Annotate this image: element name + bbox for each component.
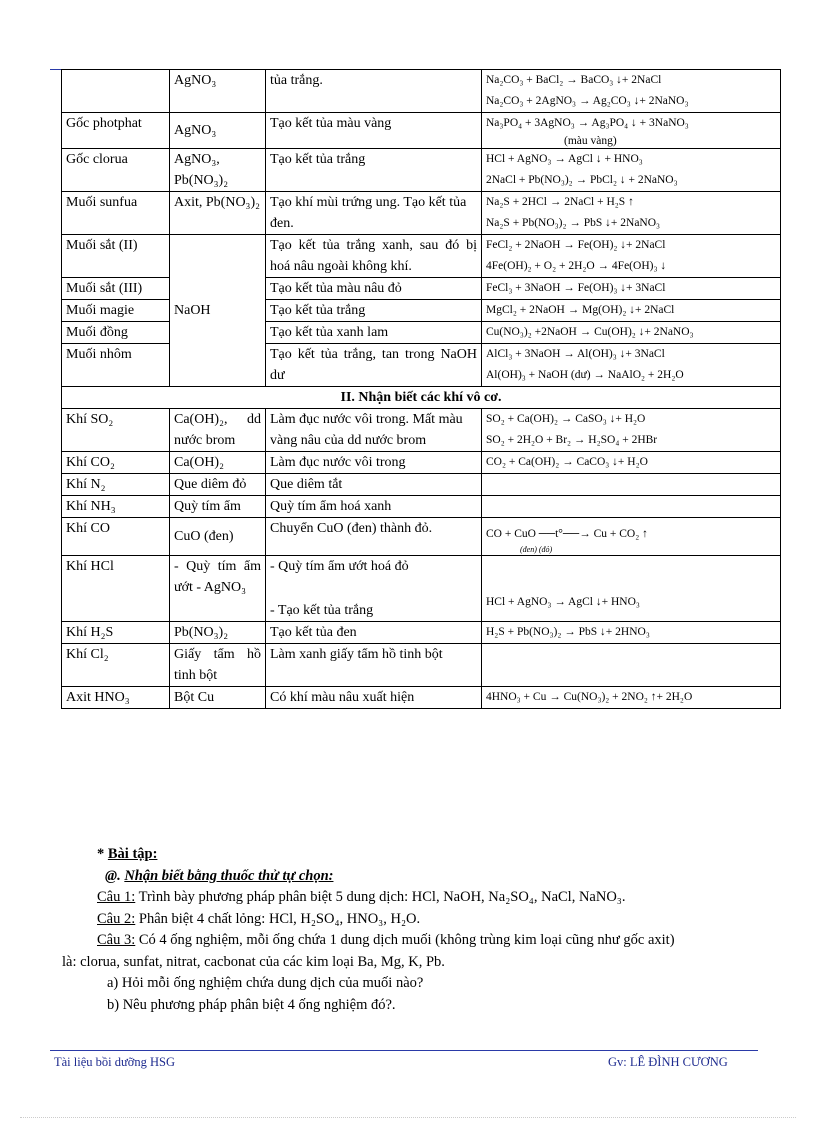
equation-cell bbox=[482, 556, 781, 622]
substance-cell: Muối nhôm bbox=[62, 344, 170, 387]
reagent-cell: Ca(OH)₂, dd nước brom bbox=[170, 409, 266, 452]
phenomenon-cell: Que diêm tắt bbox=[266, 474, 482, 496]
phenomenon-cell: Tạo kết tủa xanh lam bbox=[266, 322, 482, 344]
equation-cell bbox=[482, 278, 781, 300]
equation-cell bbox=[482, 474, 781, 496]
table-row bbox=[62, 322, 781, 344]
question-2 bbox=[97, 909, 787, 931]
table-row bbox=[62, 644, 781, 687]
equation-cell bbox=[482, 300, 781, 322]
reagent-cell: CuO (đen) bbox=[170, 518, 266, 556]
table-row bbox=[62, 344, 781, 387]
reagent-cell: Quỳ tím ẩm bbox=[170, 496, 266, 518]
reagent-cell: Axit, Pb(NO₃)₂ bbox=[170, 192, 266, 235]
sub-heading-text: Nhận biết bằng thuốc thử tự chọn: bbox=[124, 867, 334, 884]
equation-cell bbox=[482, 344, 781, 387]
chemistry-table bbox=[61, 69, 781, 709]
exercise-section bbox=[62, 844, 787, 1016]
page-edge-dots bbox=[20, 1117, 796, 1118]
equation-line: CO₂ + Ca(OH)₂ → CaCO₃ ↓+ H₂O bbox=[486, 456, 648, 468]
substance-cell: Gốc photphat bbox=[62, 113, 170, 149]
substance-cell: Axit HNO₃ bbox=[62, 687, 170, 709]
equation-line: Na₂S + Pb(NO₃)₂ → PbS ↓+ 2NaNO₃ bbox=[486, 217, 661, 229]
reagent-cell: Pb(NO₃)₂ bbox=[170, 622, 266, 644]
heading-text: Bài tập: bbox=[107, 846, 158, 862]
equation-line: HCl + AgNO₃ → AgCl ↓ + HNO₃ bbox=[486, 153, 643, 165]
phenomenon-line: - Tạo kết tủa trắng bbox=[270, 603, 374, 618]
equation-line: CO + CuO ──t°──→ Cu + CO₂ ↑ bbox=[486, 528, 648, 540]
equation-line: 4HNO₃ + Cu → Cu(NO₃)₂ + 2NO₂ ↑+ 2H₂O bbox=[486, 691, 693, 703]
substance-cell: Khí H₂S bbox=[62, 622, 170, 644]
equation-line: SO₂ + Ca(OH)₂ → CaSO₃ ↓+ H₂O bbox=[486, 413, 646, 425]
equation-cell bbox=[482, 409, 781, 452]
table-row bbox=[62, 113, 781, 149]
reagent-cell: - Quỳ tím ẩm ướt - AgNO₃ bbox=[170, 556, 266, 622]
phenomenon-cell: Tạo kết tủa đen bbox=[266, 622, 482, 644]
phenomenon-cell: Tạo kết tủa trắng bbox=[266, 149, 482, 192]
question-1 bbox=[97, 887, 787, 909]
substance-cell: Gốc clorua bbox=[62, 149, 170, 192]
substance-cell: Muối sunfua bbox=[62, 192, 170, 235]
reagent-cell: AgNO₃ bbox=[170, 70, 266, 113]
question-3-continuation: là: clorua, sunfat, nitrat, cacbonat của các kim loại Ba, Mg, K, Pb. bbox=[62, 953, 445, 970]
section-title: II. Nhận biết các khí vô cơ. bbox=[62, 387, 781, 409]
substance-cell bbox=[62, 70, 170, 113]
sub-question-a: a) Hỏi mỗi ống nghiệm chứa dung dịch của muối nào? bbox=[107, 975, 424, 991]
phenomenon-cell: Có khí màu nâu xuất hiện bbox=[266, 687, 482, 709]
equation-cell bbox=[482, 496, 781, 518]
reagent-cell: Giấy tẩm hồ tinh bột bbox=[170, 644, 266, 687]
equation-note: (màu vàng) bbox=[564, 135, 617, 147]
phenomenon-cell: Chuyển CuO (đen) thành đỏ. bbox=[266, 518, 482, 556]
reagent-cell: NaOH bbox=[170, 235, 266, 387]
equation-cell bbox=[482, 687, 781, 709]
equation-line: 2NaCl + Pb(NO₃)₂ → PbCl₂ ↓ + 2NaNO₃ bbox=[486, 174, 678, 186]
substance-cell: Khí HCl bbox=[62, 556, 170, 622]
reagent-cell: AgNO₃, Pb(NO₃)₂ bbox=[170, 149, 266, 192]
equation-line: 4Fe(OH)₂ + O₂ + 2H₂O → 4Fe(OH)₃ ↓ bbox=[486, 260, 667, 272]
equation-note: (đen) (đỏ) bbox=[520, 545, 553, 554]
equation-line: FeCl₂ + 2NaOH → Fe(OH)₂ ↓+ 2NaCl bbox=[486, 239, 666, 251]
phenomenon-cell: Làm đục nước vôi trong bbox=[266, 452, 482, 474]
equation-line: H₂S + Pb(NO₃)₂ → PbS ↓+ 2HNO₃ bbox=[486, 626, 650, 638]
substance-cell: Khí CO bbox=[62, 518, 170, 556]
table-row bbox=[62, 496, 781, 518]
equation-cell bbox=[482, 70, 781, 113]
phenomenon-cell: Tạo kết tủa màu vàng bbox=[266, 113, 482, 149]
footer-left-text: Tài liệu bồi dưỡng HSG bbox=[54, 1055, 176, 1069]
star-mark: * bbox=[97, 846, 105, 862]
table-row bbox=[62, 300, 781, 322]
equation-line: Na₃PO₄ + 3AgNO₃ → Ag₃PO₄ ↓ + 3NaNO₃ bbox=[486, 117, 689, 129]
table-row bbox=[62, 149, 781, 192]
equation-cell bbox=[482, 644, 781, 687]
equation-line: SO₂ + 2H₂O + Br₂ → H₂SO₄ + 2HBr bbox=[486, 434, 658, 446]
phenomenon-cell: Tạo kết tủa màu nâu đỏ bbox=[266, 278, 482, 300]
table-row bbox=[62, 622, 781, 644]
table-row bbox=[62, 518, 781, 556]
table-row bbox=[62, 556, 781, 622]
equation-line: HCl + AgNO₃ → AgCl ↓+ HNO₃ bbox=[486, 596, 640, 608]
question-text: Có 4 ống nghiệm, mỗi ống chứa 1 dung dịch muối (không trùng kim loại cũng như gốc axit) bbox=[135, 932, 675, 948]
substance-cell: Muối sắt (II) bbox=[62, 235, 170, 278]
footer-right-text: Gv: LÊ ĐÌNH CƯƠNG bbox=[608, 1055, 728, 1069]
substance-cell: Muối sắt (III) bbox=[62, 278, 170, 300]
equation-line: FeCl₃ + 3NaOH → Fe(OH)₃ ↓+ 3NaCl bbox=[486, 282, 666, 294]
equation-cell bbox=[482, 149, 781, 192]
equation-cell bbox=[482, 518, 781, 556]
sub-prefix: @. bbox=[105, 867, 121, 884]
substance-cell: Khí NH₃ bbox=[62, 496, 170, 518]
equation-line: Al(OH)₃ + NaOH (dư) → NaAlO₂ + 2H₂O bbox=[486, 369, 684, 381]
substance-cell: Khí N₂ bbox=[62, 474, 170, 496]
equation-cell bbox=[482, 452, 781, 474]
equation-line: Cu(NO₃)₂ +2NaOH → Cu(OH)₂ ↓+ 2NaNO₃ bbox=[486, 326, 694, 338]
substance-cell: Muối đồng bbox=[62, 322, 170, 344]
table-row bbox=[62, 278, 781, 300]
equation-cell bbox=[482, 622, 781, 644]
phenomenon-cell: Quỳ tím ẩm hoá xanh bbox=[266, 496, 482, 518]
question-label: Câu 2: bbox=[97, 910, 136, 927]
table-row bbox=[62, 452, 781, 474]
phenomenon-cell: Làm đục nước vôi trong. Mất màu vàng nâu của dd nước brom bbox=[266, 409, 482, 452]
phenomenon-cell: Tạo kết tủa trắng, tan trong NaOH dư bbox=[266, 344, 482, 387]
phenomenon-cell: Tạo kết tủa trắng bbox=[266, 300, 482, 322]
question-text: Trình bày phương pháp phân biệt 5 dung dịch: HCl, NaOH, Na₂SO₄, NaCl, NaNO₃. bbox=[135, 889, 626, 905]
equation-cell bbox=[482, 192, 781, 235]
table-row bbox=[62, 409, 781, 452]
question-label: Câu 3: bbox=[97, 932, 136, 948]
equation-line: MgCl₂ + 2NaOH → Mg(OH)₂ ↓+ 2NaCl bbox=[486, 304, 675, 316]
phenomenon-line: - Quỳ tím ẩm ướt hoá đỏ bbox=[270, 559, 409, 574]
sub-question-b: b) Nêu phương pháp phân biệt 4 ống nghiệm đó?. bbox=[107, 996, 396, 1013]
equation-cell bbox=[482, 235, 781, 278]
question-3 bbox=[97, 930, 787, 952]
substance-cell: Khí SO₂ bbox=[62, 409, 170, 452]
phenomenon-cell: Làm xanh giấy tẩm hồ tinh bột bbox=[266, 644, 482, 687]
exercise-heading bbox=[97, 844, 787, 866]
reagent-cell: Ca(OH)₂ bbox=[170, 452, 266, 474]
equation-cell bbox=[482, 322, 781, 344]
exercise-subheading bbox=[97, 866, 787, 888]
equation-cell bbox=[482, 113, 781, 149]
section-row bbox=[62, 387, 781, 409]
equation-line: AlCl₃ + 3NaOH → Al(OH)₃ ↓+ 3NaCl bbox=[486, 348, 665, 360]
reagent-cell: Bột Cu bbox=[170, 687, 266, 709]
phenomenon-cell: Tạo khí mùi trứng ung. Tạo kết tủa đen. bbox=[266, 192, 482, 235]
substance-cell: Khí CO₂ bbox=[62, 452, 170, 474]
reagent-cell: Que diêm đỏ bbox=[170, 474, 266, 496]
question-text: Phân biệt 4 chất lỏng: HCl, H₂SO₄, HNO₃, H₂O. bbox=[135, 910, 421, 927]
table-row bbox=[62, 70, 781, 113]
table-row bbox=[62, 474, 781, 496]
question-label: Câu 1: bbox=[97, 889, 136, 905]
phenomenon-cell: tủa trắng. bbox=[266, 70, 482, 113]
equation-line: Na₂CO₃ + 2AgNO₃ → Ag₂CO₃ ↓+ 2NaNO₃ bbox=[486, 95, 689, 107]
phenomenon-cell: Tạo kết tủa trắng xanh, sau đó bị hoá nâu ngoài không khí. bbox=[266, 235, 482, 278]
substance-cell: Khí Cl₂ bbox=[62, 644, 170, 687]
substance-cell: Muối magie bbox=[62, 300, 170, 322]
table-row bbox=[62, 687, 781, 709]
phenomenon-cell bbox=[266, 556, 482, 622]
table-row bbox=[62, 192, 781, 235]
equation-line: Na₂CO₃ + BaCl₂ → BaCO₃ ↓+ 2NaCl bbox=[486, 74, 662, 86]
equation-line: Na₂S + 2HCl → 2NaCl + H₂S ↑ bbox=[486, 196, 634, 208]
reagent-cell: AgNO₃ bbox=[170, 113, 266, 149]
table-row bbox=[62, 235, 781, 278]
footer-rule bbox=[50, 1050, 758, 1051]
